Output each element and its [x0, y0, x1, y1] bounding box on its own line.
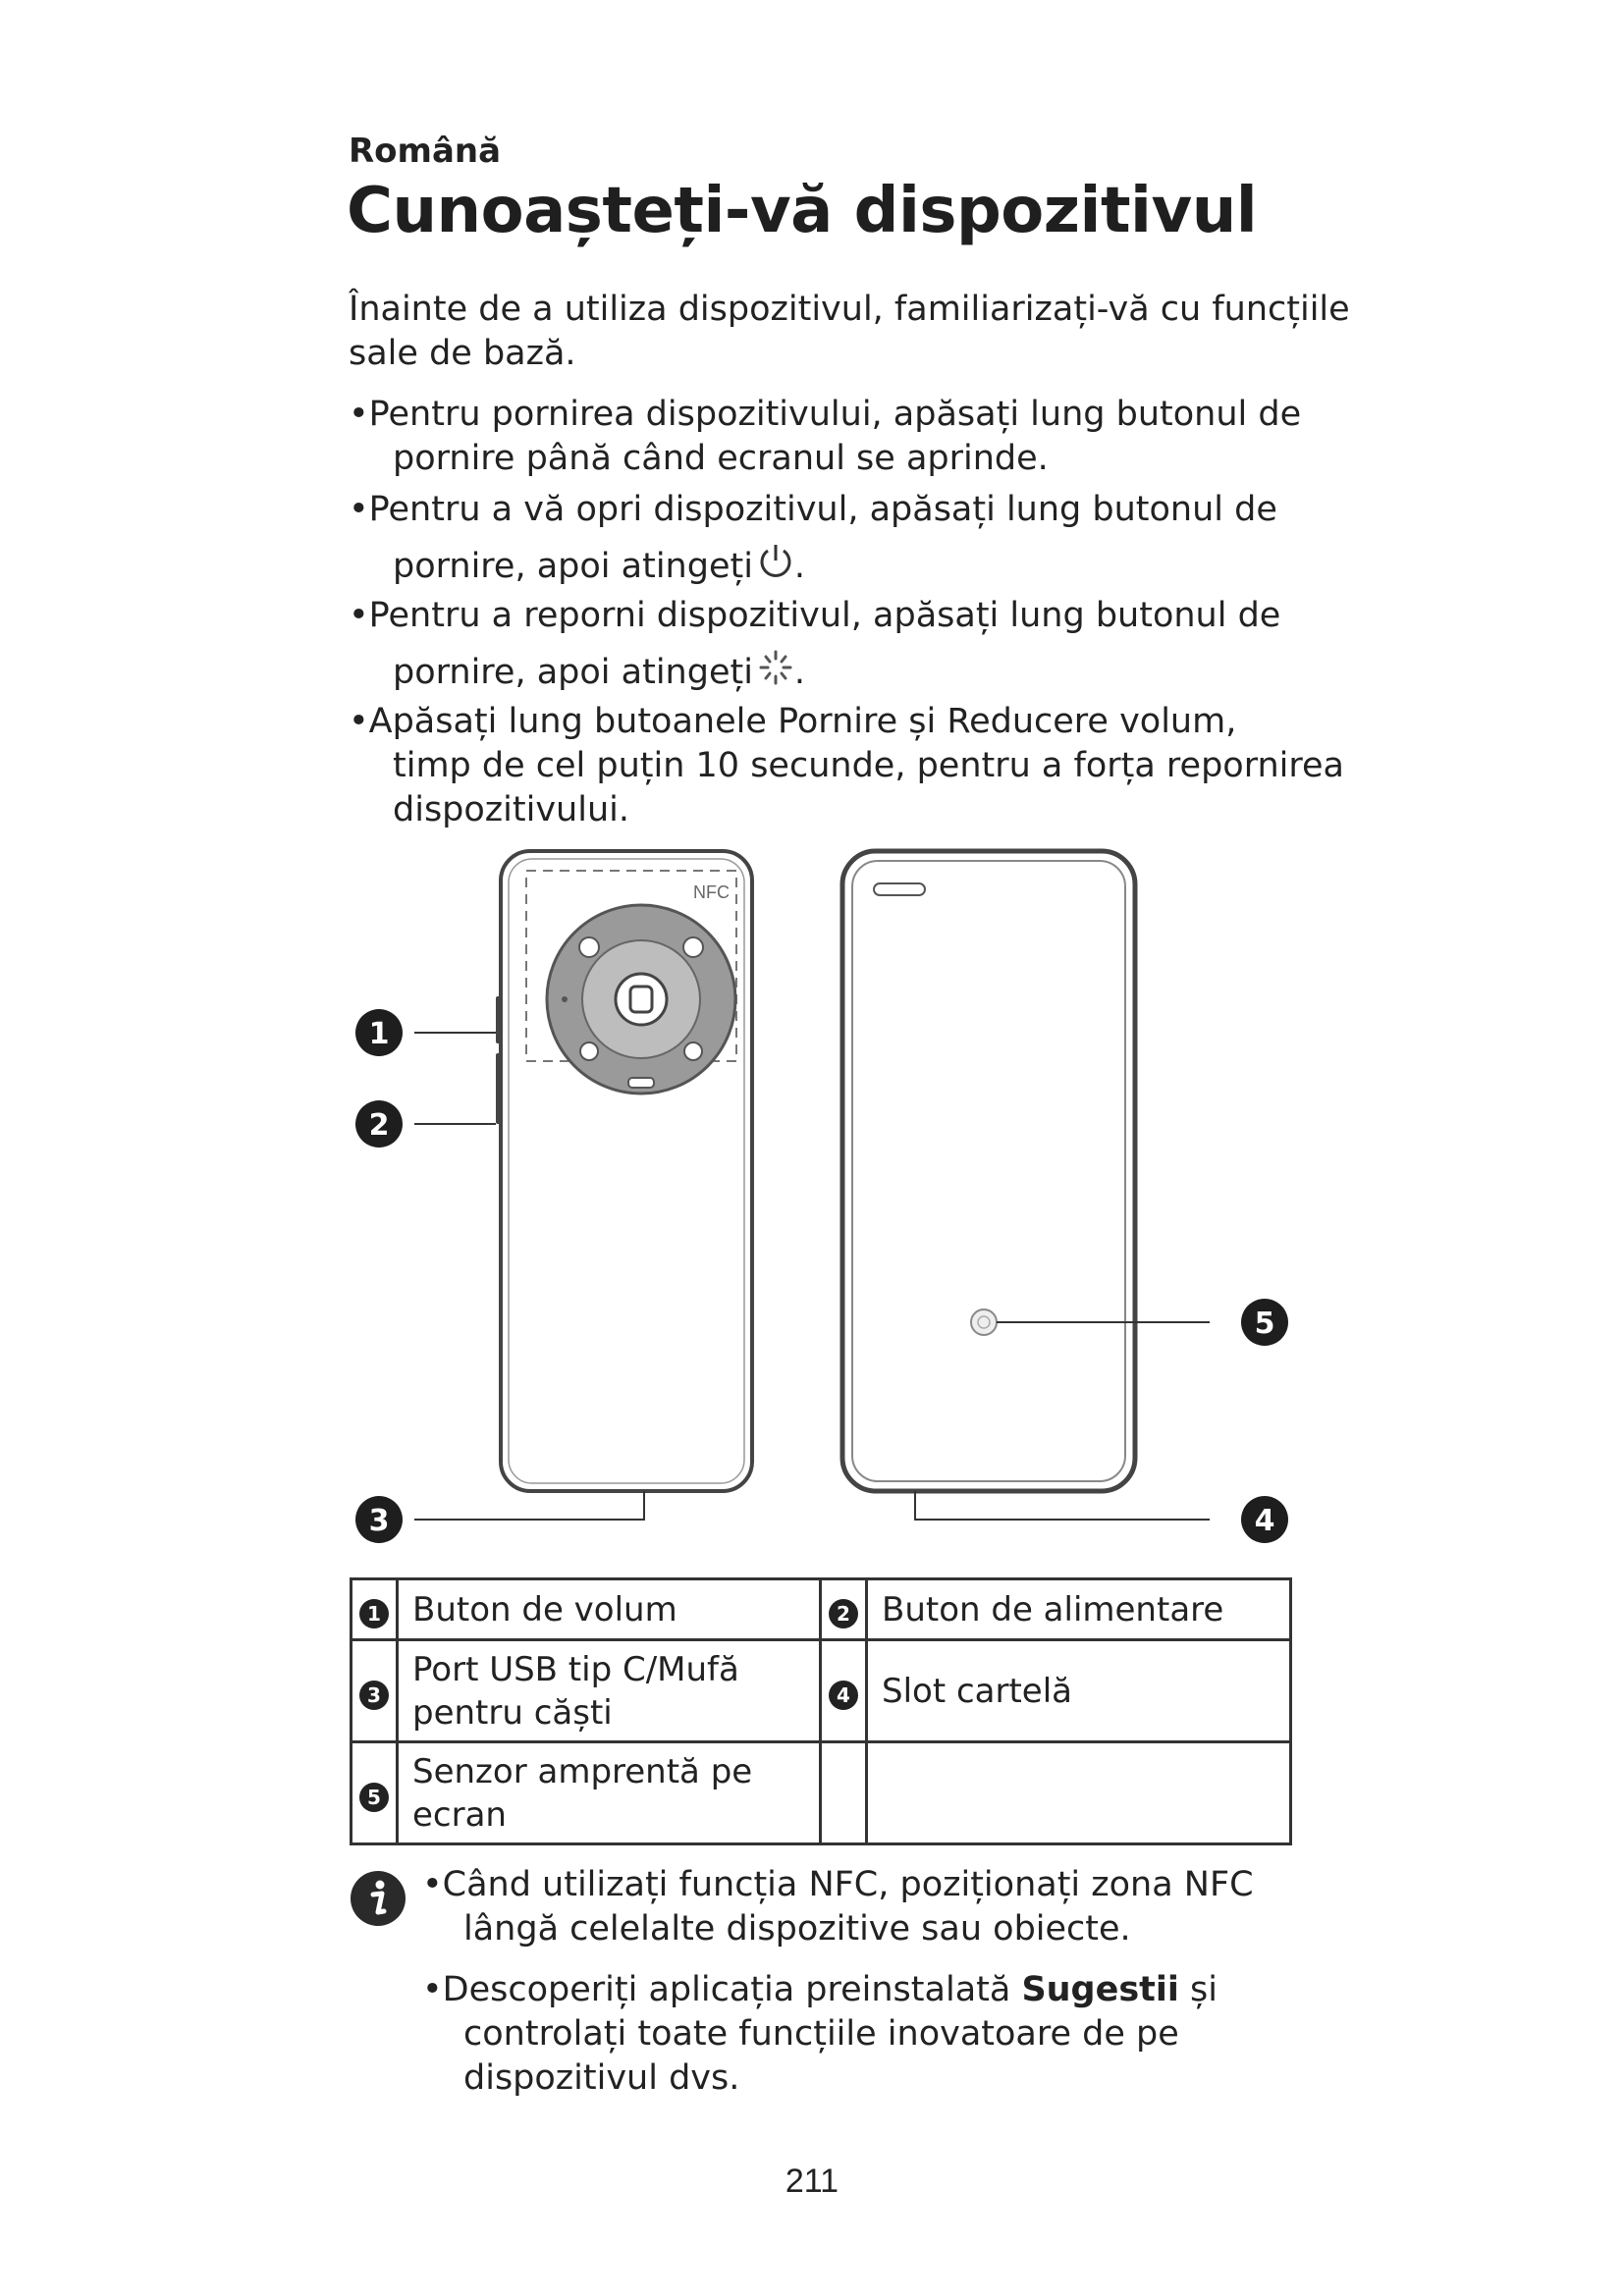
info-icon: [350, 1870, 406, 1931]
legend-text-cell: [398, 1640, 821, 1742]
phone-front: [842, 851, 1135, 1491]
legend-text-cell: Slot cartelă: [867, 1640, 1291, 1742]
parts-legend-table: [350, 1577, 1292, 1845]
device-diagram: [344, 839, 1306, 1570]
legend-text-line: Port USB tip C/Mufă: [412, 1649, 739, 1689]
legend-number-cell: [821, 1579, 867, 1640]
note-text: și: [1178, 1970, 1218, 2009]
legend-number-cell: [821, 1742, 867, 1844]
legend-number-cell: [352, 1579, 398, 1640]
legend-badge: 3: [359, 1681, 389, 1710]
callout-number: 4: [1254, 1504, 1275, 1538]
page-number: 211: [785, 2163, 839, 2200]
legend-text-cell: Buton de alimentare: [867, 1579, 1291, 1640]
legend-badge: 2: [829, 1599, 858, 1629]
page-title: Cunoașteți-vă dispozitivul: [347, 175, 1258, 247]
nfc-label: NFC: [693, 882, 730, 902]
note-nfc-cont: lângă celelalte dispozitive sau obiecte.: [463, 1909, 1131, 1949]
bullet-power-off-cont: [393, 542, 805, 593]
bullet-force-restart-cont: timp de cel puțin 10 secunde, pentru a forța repornirea: [393, 746, 1344, 785]
bullet-text-end: .: [793, 547, 806, 586]
callout-number: 3: [368, 1504, 390, 1538]
callout-5: [1241, 1299, 1288, 1346]
language-heading: Română: [349, 132, 502, 171]
note-suggestions: [422, 1968, 1218, 2012]
note-text: •Descoperiți aplicația preinstalată: [422, 1970, 1022, 2009]
note-nfc: •Când utilizați funcția NFC, poziționați zona NFC: [422, 1865, 1254, 1904]
legend-number-cell: [352, 1742, 398, 1844]
legend-text-cell: Buton de volum: [398, 1579, 821, 1640]
bullet-text: pornire, apoi atingeți: [393, 653, 753, 692]
bullet-power-on-cont: pornire până când ecranul se aprinde.: [393, 439, 1049, 478]
bullet-restart-cont: [393, 648, 805, 699]
table-row: [352, 1640, 1291, 1742]
table-row: [352, 1742, 1291, 1844]
power-icon: [757, 542, 794, 593]
legend-badge: 4: [829, 1681, 858, 1710]
note-app-name: Sugestii: [1021, 1970, 1179, 2009]
legend-text-line: Senzor amprentă pe: [412, 1751, 753, 1791]
legend-text-cell: [398, 1742, 821, 1844]
legend-text-cell: [867, 1742, 1291, 1844]
callout-1: [355, 1009, 403, 1056]
bullet-text: pornire, apoi atingeți: [393, 547, 753, 586]
note-suggestions-cont: controlați toate funcțiile inovatoare de pe: [463, 2014, 1179, 2054]
note-suggestions-cont: dispozitivul dvs.: [463, 2058, 740, 2098]
intro-line: Înainte de a utiliza dispozitivul, familiarizați-vă cu funcțiile: [349, 290, 1350, 329]
callout-3: [355, 1496, 403, 1543]
table-row: [352, 1579, 1291, 1640]
bullet-power-on: •Pentru pornirea dispozitivului, apăsați lung butonul de: [349, 395, 1302, 434]
bullet-force-restart-cont: dispozitivului.: [393, 790, 630, 829]
legend-text-line: ecran: [412, 1794, 507, 1835]
bullet-text-end: .: [793, 653, 806, 692]
legend-number-cell: [821, 1640, 867, 1742]
callout-4: [1241, 1496, 1288, 1543]
legend-badge: 5: [359, 1783, 389, 1812]
intro-paragraph: [349, 288, 1350, 376]
restart-icon: [757, 648, 794, 699]
bullet-restart: •Pentru a reporni dispozitivul, apăsați lung butonul de: [349, 596, 1281, 635]
intro-line: sale de bază.: [349, 334, 576, 373]
legend-number-cell: [352, 1640, 398, 1742]
legend-badge: 1: [359, 1599, 389, 1629]
phone-back: [496, 851, 752, 1491]
callout-2: [355, 1100, 403, 1148]
legend-text-line: pentru căști: [412, 1692, 613, 1733]
bullet-power-off: •Pentru a vă opri dispozitivul, apăsați lung butonul de: [349, 490, 1277, 529]
callout-number: 1: [368, 1017, 390, 1051]
callout-number: 2: [368, 1108, 390, 1143]
bullet-force-restart: •Apăsați lung butoanele Pornire și Reducere volum,: [349, 702, 1237, 741]
callout-number: 5: [1254, 1307, 1275, 1341]
